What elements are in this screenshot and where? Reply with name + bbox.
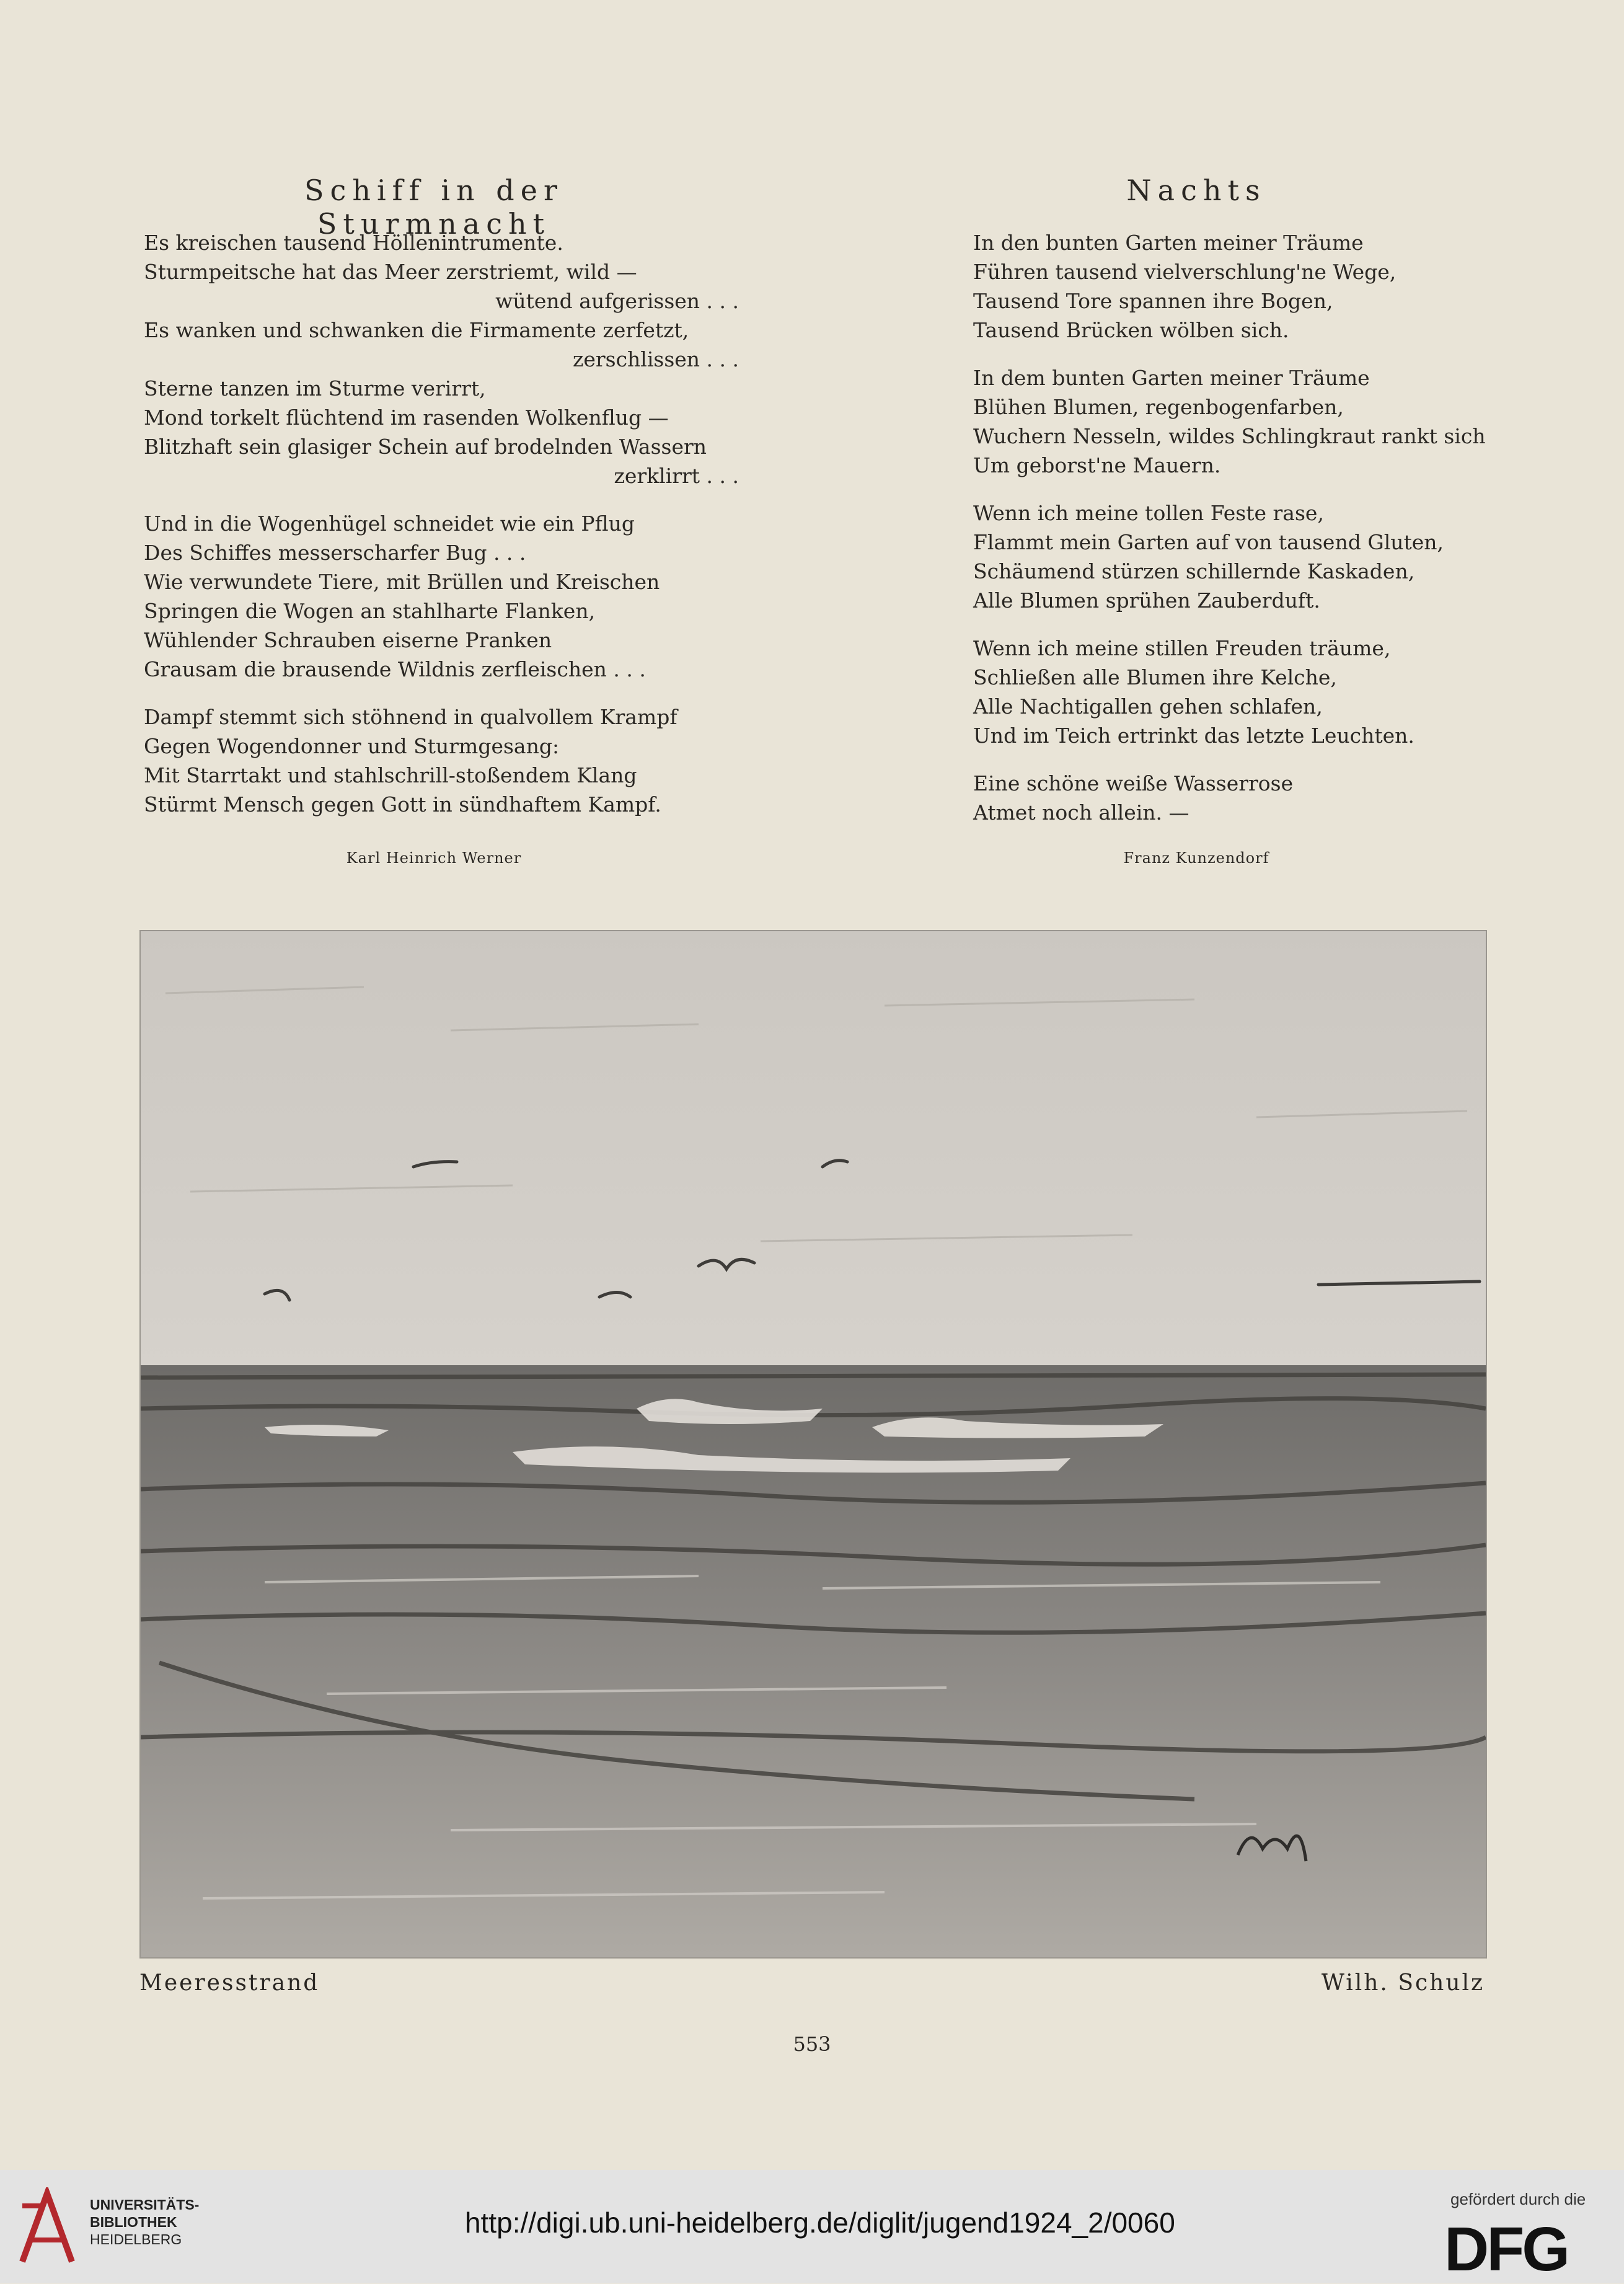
poem-line: Des Schiffes messerscharfer Bug . . .	[144, 541, 526, 565]
poem-line: Flammt mein Garten auf von tausend Gluten,	[973, 530, 1444, 554]
library-name-line: UNIVERSITÄTS-	[90, 2197, 200, 2213]
poem-line: Wie verwundete Tiere, mit Brüllen und Kreischen	[144, 570, 660, 594]
poem-line: Blitzhaft sein glasiger Schein auf brodelnden Wassern	[144, 435, 707, 459]
poem-line: Tausend Tore spannen ihre Bogen,	[973, 289, 1333, 313]
poem-line: Und im Teich ertrinkt das letzte Leuchten.	[973, 724, 1414, 748]
poem-line: In den bunten Garten meiner Träume	[973, 231, 1364, 255]
library-name-line: HEIDELBERG	[90, 2231, 182, 2247]
poem-right-author: Franz Kunzendorf	[1123, 849, 1269, 867]
page-number: 553	[793, 2032, 831, 2056]
poem-line: Gegen Wogendonner und Sturmgesang:	[144, 734, 560, 758]
poem-line: Atmet noch allein. —	[973, 800, 1189, 825]
seascape-sketch	[141, 931, 1486, 1957]
dfg-logo: DFG	[1444, 2215, 1568, 2284]
poem-line: Wuchern Nesseln, wildes Schlingkraut rankt sich	[973, 424, 1486, 448]
digital-library-footer	[0, 2170, 1624, 2283]
poem-line: Schäumend stürzen schillernde Kaskaden,	[973, 559, 1415, 583]
poem-line: Wühlender Schrauben eiserne Pranken	[144, 628, 552, 652]
poem-line: Stürmt Mensch gegen Gott in sündhaftem Kampf.	[144, 792, 661, 817]
library-name	[90, 2196, 199, 2248]
poem-line: Sturmpeitsche hat das Meer zerstriemt, wild —	[144, 260, 637, 284]
poem-right-body	[973, 228, 1486, 827]
funded-by-label: gefördert durch die	[1450, 2190, 1586, 2208]
poem-line: Springen die Wogen an stahlharte Flanken,	[144, 599, 596, 623]
stanza-gap	[144, 684, 739, 702]
poem-line: Alle Nachtigallen gehen schlafen,	[973, 694, 1323, 719]
poem-line: zerschlissen . . .	[572, 347, 739, 371]
poem-right-title: Nachts	[1126, 174, 1266, 207]
poem-left-title: Schiff in der Sturmnacht	[304, 174, 563, 241]
poem-line: Mit Starrtakt und stahlschrill-stoßendem Klang	[144, 763, 637, 787]
poem-line: Dampf stemmt sich stöhnend in qualvollem Krampf	[144, 705, 677, 729]
poem-left-author: Karl Heinrich Werner	[346, 849, 522, 867]
poem-line: Führen tausend vielverschlung'ne Wege,	[973, 260, 1397, 284]
poem-line: Um geborst'ne Mauern.	[973, 453, 1221, 477]
poem-line: Eine schöne weiße Wasserrose	[973, 771, 1294, 795]
library-name-line: BIBLIOTHEK	[90, 2214, 177, 2230]
poem-line: Wenn ich meine tollen Feste rase,	[973, 501, 1324, 525]
poem-line: In dem bunten Garten meiner Träume	[973, 366, 1370, 390]
poem-line: Es wanken und schwanken die Firmamente zerfetzt,	[144, 318, 689, 342]
poem-line: zerklirrt . . .	[614, 464, 739, 488]
poem-line: Es kreischen tausend Höllenintrumente.	[144, 231, 563, 255]
poem-left-body	[144, 228, 739, 819]
source-url-link[interactable]: http://digi.ub.uni-heidelberg.de/diglit/jugend1924_2/0060	[465, 2207, 1175, 2239]
stanza-gap	[144, 490, 739, 509]
poem-line: Tausend Brücken wölben sich.	[973, 318, 1289, 342]
poem-line: Wenn ich meine stillen Freuden träume,	[973, 636, 1391, 660]
artwork-artist: Wilh. Schulz	[1321, 1970, 1485, 1996]
stanza-gap	[973, 480, 1481, 498]
poem-line: Mond torkelt flüchtend im rasenden Wolkenflug —	[144, 405, 669, 430]
poem-line: Und in die Wogenhügel schneidet wie ein Pflug	[144, 511, 635, 536]
stanza-gap	[973, 750, 1481, 769]
poem-line: Grausam die brausende Wildnis zerfleischen . . .	[144, 657, 646, 681]
seascape-drawing	[139, 930, 1487, 1959]
artwork-caption: Meeresstrand	[139, 1970, 320, 1996]
stanza-gap	[973, 615, 1481, 634]
poem-line: wütend aufgerissen . . .	[495, 289, 739, 313]
poem-line: Schließen alle Blumen ihre Kelche,	[973, 665, 1337, 689]
poem-line: Sterne tanzen im Sturme verirrt,	[144, 376, 486, 401]
poem-line: Blühen Blumen, regenbogenfarben,	[973, 395, 1344, 419]
stanza-gap	[973, 345, 1481, 363]
poem-line: Alle Blumen sprühen Zauberduft.	[973, 588, 1320, 613]
university-library-logo-icon	[16, 2187, 78, 2268]
